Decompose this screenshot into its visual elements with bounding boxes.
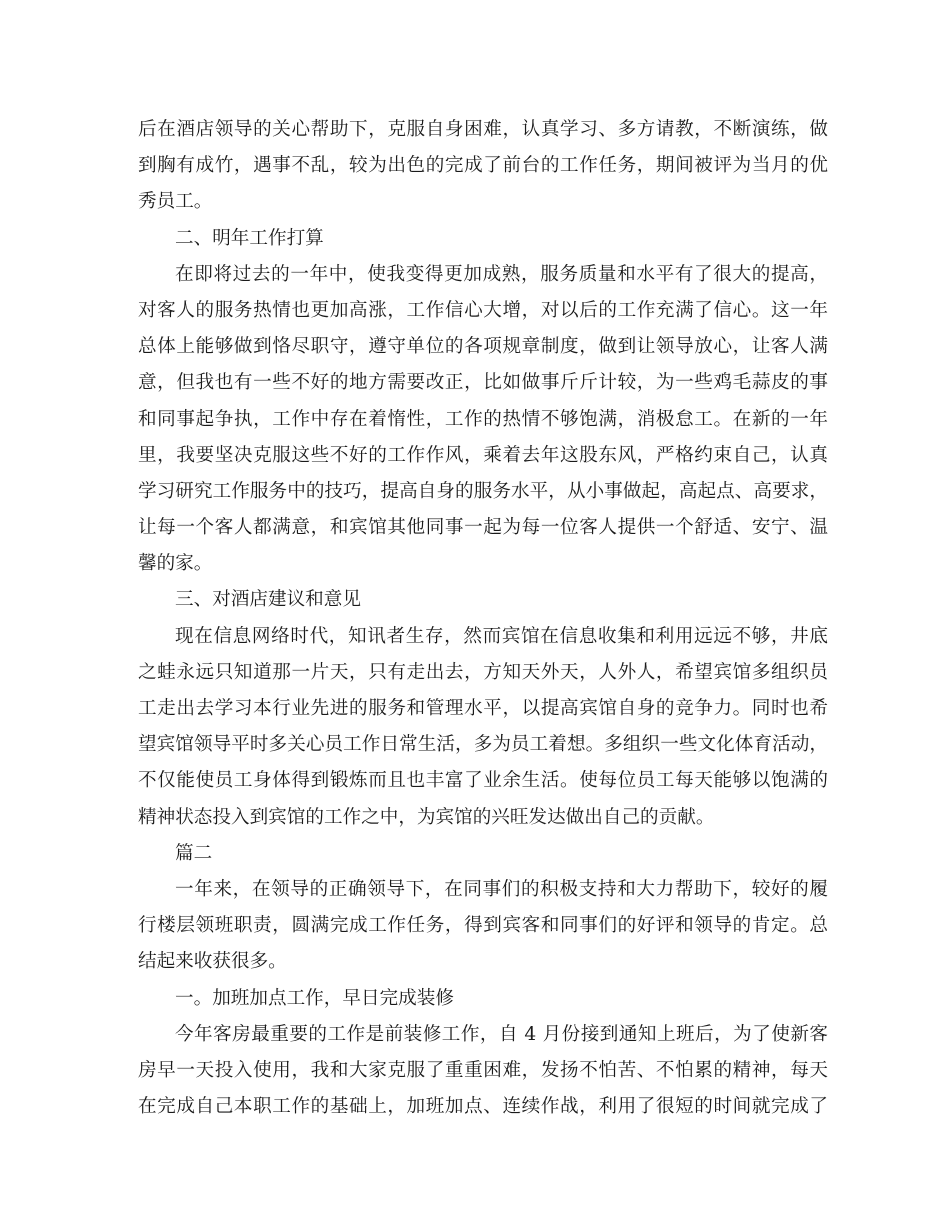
text-line: 一年来，在领导的正确领导下，在同事们的积极支持和大力帮助下，较好的履 bbox=[175, 878, 828, 900]
text-line: 二、明年工作打算 bbox=[175, 227, 324, 249]
text-line: 总体上能够做到恪尽职守，遵守单位的各项规章制度，做到让领导放心，让客人满 bbox=[138, 336, 828, 358]
text-line: 秀员工。 bbox=[138, 191, 213, 213]
text-line: 馨的家。 bbox=[138, 553, 213, 575]
text-line: 意，但我也有一些不好的地方需要改正，比如做事斤斤计较，为一些鸡毛蒜皮的事 bbox=[138, 372, 828, 394]
text-line: 对客人的服务热情也更加高涨，工作信心大增，对以后的工作充满了信心。这一年 bbox=[138, 299, 828, 321]
text-line: 之蛙永远只知道那一片天，只有走出去，方知天外天，人外人，希望宾馆多组织员 bbox=[138, 661, 828, 683]
text-line: 三、对酒店建议和意见 bbox=[175, 589, 361, 611]
text-line: 望宾馆领导平时多关心员工作日常生活，多为员工着想。多组织一些文化体育活动， bbox=[138, 734, 828, 756]
text-line: 学习研究工作服务中的技巧，提高自身的服务水平，从小事做起，高起点、高要求， bbox=[138, 480, 828, 502]
text-line: 行楼层领班职责，圆满完成工作任务，得到宾客和同事们的好评和领导的肯定。总 bbox=[138, 915, 828, 937]
text-line: 工走出去学习本行业先进的服务和管理水平，以提高宾馆自身的竞争力。同时也希 bbox=[138, 698, 828, 719]
text-line: 到胸有成竹，遇事不乱，较为出色的完成了前台的工作任务，期间被评为当月的优 bbox=[138, 155, 828, 177]
document-body bbox=[138, 112, 828, 1125]
text-line: 精神状态投入到宾馆的工作之中，为宾馆的兴旺发达做出自己的贡献。 bbox=[138, 806, 715, 828]
text-line: 让每一个客人都满意，和宾馆其他同事一起为每一位客人提供一个舒适、安宁、温 bbox=[138, 517, 828, 539]
text-line: 在即将过去的一年中，使我变得更加成熟，服务质量和水平有了很大的提高， bbox=[175, 263, 828, 285]
text-line: 和同事起争执，工作中存在着惰性，工作的热情不够饱满，消极怠工。在新的一年 bbox=[138, 408, 828, 430]
text-line: 结起来收获很多。 bbox=[138, 951, 287, 973]
text-line: 房早一天投入使用，我和大家克服了重重困难，发扬不怕苦、不怕累的精神，每天 bbox=[138, 1059, 828, 1081]
text-line: 篇二 bbox=[175, 842, 213, 864]
text-line: 里，我要坚决克服这些不好的工作作风，乘着去年这股东风，严格约束自己，认真 bbox=[138, 444, 828, 466]
text-line: 不仅能使员工身体得到锻炼而且也丰富了业余生活。使每位员工每天能够以饱满的 bbox=[138, 770, 828, 792]
text-line: 现在信息网络时代，知讯者生存，然而宾馆在信息收集和利用远远不够，井底 bbox=[175, 625, 828, 647]
text-line: 一。加班加点工作，早日完成装修 bbox=[175, 987, 454, 1009]
text-line: 今年客房最重要的工作是前装修工作，自 4 月份接到通知上班后，为了使新客 bbox=[175, 1023, 828, 1045]
text-line: 后在酒店领导的关心帮助下，克服自身困难，认真学习、多方请教，不断演练，做 bbox=[138, 119, 828, 140]
text-line: 在完成自己本职工作的基础上，加班加点、连续作战，利用了很短的时间就完成了 bbox=[138, 1096, 828, 1118]
